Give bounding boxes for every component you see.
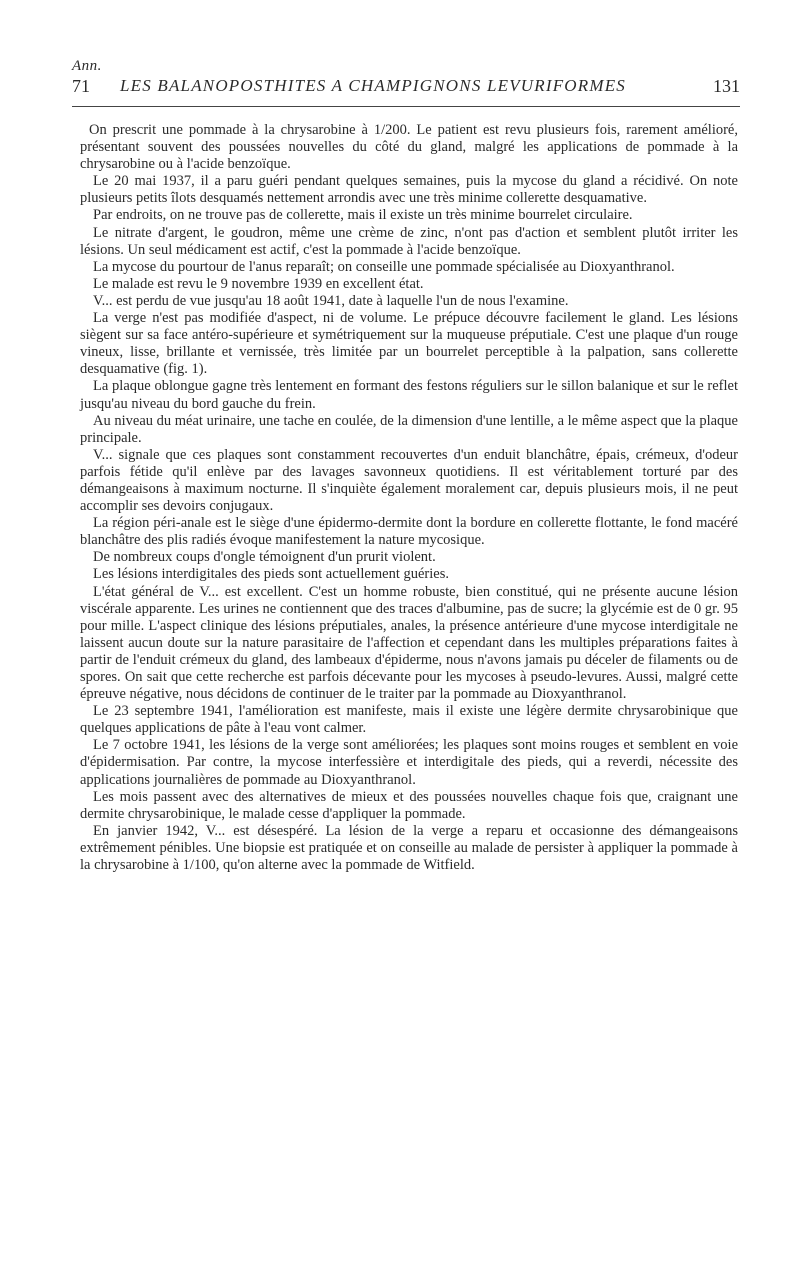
paragraph: Les lésions interdigitales des pieds sont actuellement guéries.	[93, 566, 449, 583]
paragraph: En janvier 1942, V... est désespéré. La lésion de la verge a reparu et occasionne des démangeaisons extrêmement pénibles. Une biopsie est pratiquée et on conseille au malade de persister à appliquer la pommade à la chrysarobine à 1/100, qu'on alterne avec la pommade de Witfield.	[80, 822, 738, 874]
paragraph: Le 20 mai 1937, il a paru guéri pendant quelques semaines, puis la mycose du gland a récidivé. On note plusieurs petits îlots desquamés nettement arrondis avec une très minime collerette desquamative.	[80, 173, 738, 207]
paragraph: Le nitrate d'argent, le goudron, même une crème de zinc, n'ont pas d'action et semblent plutôt irriter les lésions. Un seul médicament est actif, c'est la pommade à l'acide benzoïque.	[80, 224, 738, 258]
page-number: 131	[713, 76, 740, 96]
running-header	[72, 58, 740, 98]
paragraph: La verge n'est pas modifiée d'aspect, ni de volume. Le prépuce découvre facilement le gland. Les lésions siègent sur sa face antéro-supérieure et symétriquement sur la muqueuse préputiale. C'est une plaque d'un rouge vineux, lisse, brillante et vernissée, très limitée par un bourrelet perceptible à la palpation, sans collerette desquamative (fig. 1).	[80, 310, 738, 378]
paragraph: V... est perdu de vue jusqu'au 18 août 1941, date à laquelle l'un de nous l'examine.	[93, 292, 569, 309]
paragraph: Le 23 septembre 1941, l'amélioration est manifeste, mais il existe une légère dermite chrysarobinique que quelques applications de pâte à l'eau vont calmer.	[80, 703, 738, 737]
volume-number: 71	[72, 76, 90, 96]
article-body	[80, 122, 738, 874]
paragraph: V... signale que ces plaques sont constamment recouvertes d'un enduit blanchâtre, épais, crémeux, d'odeur parfois fétide qu'il enlève par des lavages savonneux quotidiens. Il est véritablement torturé par des démangeaisons à maximum nocturne. Il s'inquiète également moralement car, depuis plusieurs mois, il ne peut accomplir ses devoirs conjugaux.	[80, 446, 738, 515]
paragraph: L'état général de V... est excellent. C'est un homme robuste, bien constitué, qui ne présente aucune lésion viscérale apparente. Les urines ne contiennent que des traces d'albumine, pas de sucre; la glycémie est de 0 gr. 95 pour mille. L'aspect clinique des lésions préputiales, anales, la présence antérieure d'une mycose interdigitale ne laissent aucun doute sur la nature parasitaire de l'affection et cependant dans les multiples préparations faites à partir de l'enduit crémeux du gland, des lambeaux d'épiderme, nous n'avons jamais pu déceler de filaments ou de spores. On sait que cette recherche est parfois décevante pour les mycoses à pseudo-levures. Aussi, malgré cette épreuve négative, nous décidons de continuer de le traiter par la pommade au Dioxyanthranol.	[80, 583, 738, 703]
paragraph: Le malade est revu le 9 novembre 1939 en excellent état.	[93, 275, 424, 292]
paragraph: On prescrit une pommade à la chrysarobine à 1/200. Le patient est revu plusieurs fois, rarement amélioré, présentant souvent des poussées nouvelles du côté du gland, malgré les applications de pommade à la chrysarobine ou à l'acide benzoïque.	[80, 122, 738, 173]
paragraph: La région péri-anale est le siège d'une épidermo-dermite dont la bordure en collerette flottante, le fond macéré blanchâtre des plis radiés évoque manifestement la nature mycosique.	[80, 515, 738, 549]
paragraph: Par endroits, on ne trouve pas de collerette, mais il existe un très minime bourrelet circulaire.	[93, 207, 633, 224]
paragraph: Les mois passent avec des alternatives de mieux et des poussées nouvelles chaque fois que, craignant une dermite chrysarobinique, le malade cesse d'appliquer la pommade.	[80, 788, 738, 822]
paragraph: La mycose du pourtour de l'anus reparaît; on conseille une pommade spécialisée au Dioxyanthranol.	[93, 258, 675, 275]
paragraph: De nombreux coups d'ongle témoignent d'un prurit violent.	[93, 549, 436, 566]
paragraph: Au niveau du méat urinaire, une tache en coulée, de la dimension d'une lentille, a le même aspect que la plaque principale.	[80, 412, 738, 446]
header-rule	[72, 106, 740, 107]
running-title: LES BALANOPOSTHITES A CHAMPIGNONS LEVURIFORMES	[120, 76, 626, 95]
paragraph: La plaque oblongue gagne très lentement en formant des festons réguliers sur le sillon balanique et sur le reflet jusqu'au niveau du bord gauche du frein.	[80, 378, 738, 412]
paragraph: Le 7 octobre 1941, les lésions de la verge sont améliorées; les plaques sont moins rouges et semblent en voie d'épidermisation. Par contre, la mycose interfessière et interdigitale des pieds, qui a reverdi, nécessite des applications journalières de pommade au Dioxyanthranol.	[80, 737, 738, 788]
journal-abbreviation: Ann.	[72, 58, 102, 74]
